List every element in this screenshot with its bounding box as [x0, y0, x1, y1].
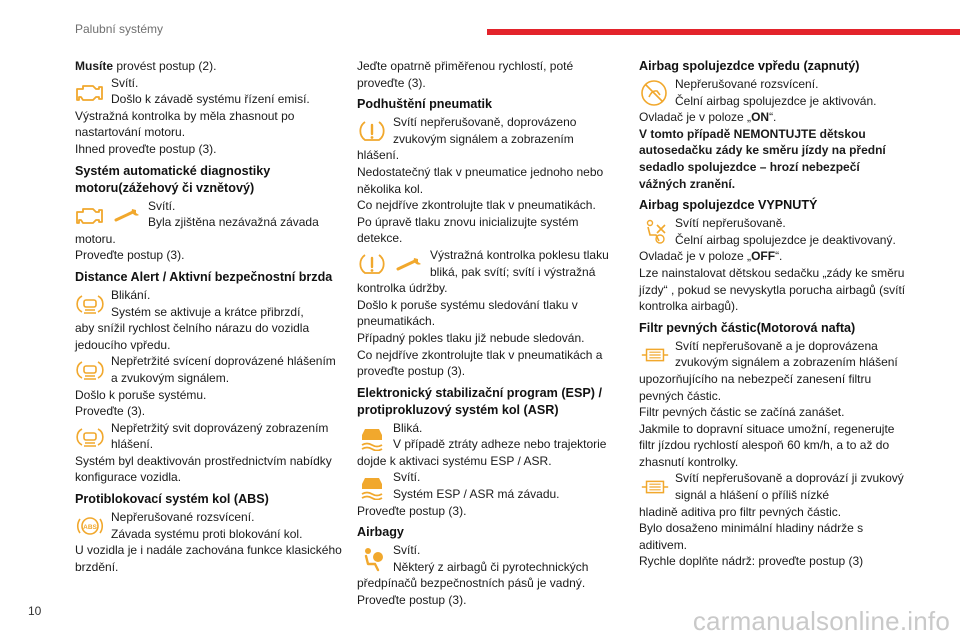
esp-entry-1	[357, 420, 623, 453]
column-2	[357, 58, 623, 609]
tpms-fault-desc: Výstražná kontrolka poklesu tlaku bliká, pak svítí; svítí i výstražná	[430, 247, 609, 279]
diag-para-1: motoru.	[75, 231, 116, 246]
distance-alert-heading: Distance Alert / Aktivní bezpečnostní brzda	[75, 269, 333, 284]
tire-pressure-icon	[357, 115, 393, 147]
emission-status: Svítí.	[111, 75, 139, 90]
particle-filter-icon	[639, 339, 675, 371]
header-accent-bar	[487, 29, 960, 35]
esp-car-icon	[357, 421, 393, 453]
intro-rest: provést postup (2).	[113, 59, 217, 73]
airbag-para-2: Proveďte postup (3).	[357, 593, 467, 608]
pax-airbag-on-entry	[639, 76, 907, 109]
esp2-status: Svítí.	[393, 470, 421, 485]
intro-bold: Musíte	[75, 59, 114, 73]
tpms-entry	[357, 114, 623, 147]
pax-on-warning: V tomto případě NEMONTUJTE dětskou autosedačku zády ke směru jízdy na přední sedadlo spolujezdce – hrozí nebezpečí vážných zranění.	[639, 126, 886, 191]
esp1-status: Bliká.	[393, 420, 423, 435]
pax-off-para: Lze nainstalovat dětskou sedačku „zády ke směru jízdy“ , pokud se nevyskytla porucha airbagů (svítí kontrolka airbagů).	[639, 265, 906, 314]
emission-desc: Došlo k závadě systému řízení emisí.	[111, 92, 310, 107]
esp2-desc: Systém ESP / ASR má závadu.	[393, 487, 560, 502]
collision-alert-icon	[75, 421, 111, 453]
da2-para-1: Došlo k poruše systému.	[75, 387, 207, 402]
pax-off-switch-c: “.	[775, 249, 783, 264]
dpf-heading: Filtr pevných částic(Motorová nafta)	[639, 320, 856, 335]
abs-para: U vozidla je i nadále zachována funkce klasického brzdění.	[75, 543, 342, 574]
tpms-fault-entry	[357, 247, 623, 280]
pax-on-desc: Čelní airbag spolujezdce je aktivován.	[675, 93, 877, 108]
esp-car-icon	[357, 470, 393, 502]
dpf-entry-2	[639, 470, 907, 503]
tpms-para-1: hlášení.	[357, 148, 400, 163]
airbag-desc: Některý z airbagů či pyrotechnických	[393, 559, 589, 574]
dpf2-para-1: hladině aditiva pro filtr pevných částic.	[639, 504, 842, 519]
diag-heading: Systém automatické diagnostiky motoru(zážehový či vznětový)	[75, 163, 271, 195]
dpf1-para-1: upozorňujícího na nebezpečí zanesení filtru pevných částic.	[639, 371, 872, 403]
passenger-airbag-off-icon	[639, 216, 675, 248]
pax-off-switch-value: OFF	[751, 249, 776, 264]
tpms-fault-para-4: Co nejdříve zkontrolujte tlak v pneumatikách a proveďte postup (3).	[357, 347, 603, 379]
distance-alert-entry-3	[75, 420, 343, 453]
page-number: 10	[28, 604, 42, 618]
abs-entry	[75, 509, 343, 542]
page-header-title: Palubní systémy	[75, 22, 164, 36]
pax-on-status: Nepřerušované rozsvícení.	[675, 77, 819, 91]
airbag-heading: Airbagy	[357, 525, 404, 540]
dpf2-para-3: Rychle doplňte nádrž: proveďte postup (3)	[639, 554, 864, 569]
dpf1-desc: Svítí nepřerušovaně a je doprovázena zvukovým signálem a zobrazením hlášení	[675, 338, 898, 370]
esp-entry-2	[357, 469, 623, 502]
pax-airbag-off-entry	[639, 215, 907, 248]
da1-status: Blikání.	[111, 287, 151, 302]
pax-airbag-on-heading: Airbag spolujezdce vpředu (zapnutý)	[639, 59, 860, 73]
diag-entry	[75, 198, 343, 231]
da2-para-2: Proveďte (3).	[75, 404, 146, 419]
wrench-service-icon	[113, 204, 143, 226]
da2-desc: Nepřetržité svícení doprovázené hlášením a zvukovým signálem.	[111, 354, 336, 385]
engine-wrench-icons	[75, 199, 148, 231]
pax-on-switch-a: Ovladač je v poloze „	[639, 110, 752, 125]
column-3	[639, 58, 907, 570]
dpf2-desc: Svítí nepřerušovaně a doprovází ji zvukový signál a hlášení o příliš nízké	[675, 471, 904, 503]
dpf1-para-2: Filtr pevných částic se začíná zanášet.	[639, 405, 845, 420]
diag-desc: Byla zjištěna nezávažná závada	[148, 215, 319, 230]
passenger-airbag-on-icon	[639, 77, 675, 109]
emission-para-1: Výstražná kontrolka by měla zhasnout po nastartování motoru.	[75, 108, 295, 140]
distance-alert-entry-2	[75, 353, 343, 386]
pax-on-switch-c: “.	[769, 110, 777, 125]
column-1	[75, 58, 343, 575]
airbag-icon	[357, 543, 393, 575]
watermark: carmanualsonline.info	[692, 606, 950, 636]
intro-line	[75, 58, 343, 75]
tire-pressure-icon	[357, 251, 387, 277]
diag-para-2: Proveďte postup (3).	[75, 248, 185, 263]
tpms-para-3: Co nejdříve zkontrolujte tlak v pneumatikách.	[357, 198, 596, 213]
pax-on-switch	[639, 109, 907, 126]
pax-on-switch-value: ON	[751, 110, 770, 125]
tpms-fault-para-3: Případný pokles tlaku již nebude sledován.	[357, 330, 585, 345]
diag-status: Svítí.	[148, 198, 176, 213]
abs-desc: Závada systému proti blokování kol.	[111, 526, 303, 541]
esp2-para: Proveďte postup (3).	[357, 503, 467, 518]
tpms-para-2: Nedostatečný tlak v pneumatice jednoho nebo několika kol.	[357, 164, 604, 196]
pax-off-status: Svítí nepřerušovaně.	[675, 216, 786, 231]
abs-status: Nepřerušované rozsvícení.	[111, 510, 255, 525]
pax-off-switch-a: Ovladač je v poloze „	[639, 249, 752, 264]
tpms-heading: Podhuštění pneumatik	[357, 97, 493, 112]
abs-icon	[75, 510, 111, 542]
airbag-para-1: předpínačů bezpečnostních pásů je vadný.	[357, 576, 586, 591]
particle-filter-icon	[639, 471, 675, 503]
cont-para: Jeďte opatrně přiměřenou rychlostí, poté proveďte (3).	[357, 59, 574, 90]
da3-para: Systém byl deaktivován prostřednictvím nabídky konfigurace vozidla.	[75, 453, 332, 485]
esp-heading: Elektronický stabilizační program (ESP) / protiprokluzový systém kol (ASR)	[357, 385, 602, 417]
wrench-service-icon	[395, 253, 425, 275]
abs-heading: Protiblokovací systém kol (ABS)	[75, 492, 269, 507]
airbag-status: Svítí.	[393, 543, 421, 558]
tire-wrench-icons	[357, 248, 430, 280]
da3-desc: Nepřetržitý svit doprovázený zobrazením hlášení.	[111, 420, 329, 452]
tpms-para-4: Po úpravě tlaku znovu inicializujte systém detekce.	[357, 214, 579, 246]
airbag-entry	[357, 542, 623, 575]
da1-para: aby snížil rychlost čelního nárazu do vozidla jedoucího vpředu.	[75, 321, 310, 352]
emission-entry	[75, 75, 343, 108]
tpms-fault-para-2: Došlo k poruše systému sledování tlaku v pneumatikách.	[357, 297, 578, 329]
emission-para-2: Ihned proveďte postup (3).	[75, 141, 217, 156]
pax-off-switch	[639, 248, 907, 265]
pax-airbag-off-heading: Airbag spolujezdce VYPNUTÝ	[639, 198, 818, 213]
engine-warning-icon	[75, 204, 105, 226]
dpf2-para-2: Bylo dosaženo minimální hladiny nádrže s aditivem.	[639, 521, 864, 552]
tpms-desc: Svítí nepřerušovaně, doprovázeno zvukovým signálem a zobrazením	[393, 115, 577, 146]
esp1-para: dojde k aktivaci systému ESP / ASR.	[357, 453, 552, 468]
esp1-desc: V případě ztráty adheze nebo trajektorie	[393, 437, 607, 452]
tpms-fault-para-1: kontrolka údržby.	[357, 281, 448, 296]
collision-alert-icon	[75, 354, 111, 386]
dpf-entry-1	[639, 338, 907, 371]
distance-alert-entry-1	[75, 287, 343, 320]
engine-warning-icon	[75, 76, 111, 108]
dpf1-para-3: Jakmile to dopravní situace umožní, regenerujte filtr jízdou rychlostí alespoň 60 km/h, a to až do zhasnutí kontrolky.	[639, 421, 895, 469]
collision-alert-icon	[75, 288, 111, 320]
pax-off-desc: Čelní airbag spolujezdce je deaktivovaný.	[675, 232, 896, 247]
da1-desc: Systém se aktivuje a krátce přibrzdí,	[111, 304, 304, 319]
